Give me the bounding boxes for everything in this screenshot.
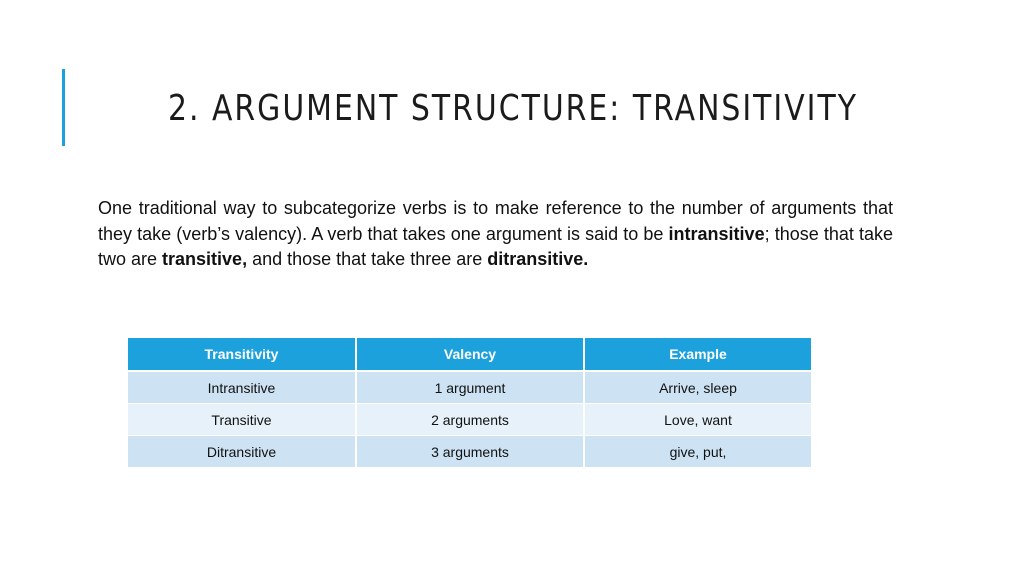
title-accent-bar (62, 69, 65, 146)
cell-valency: 1 argument (356, 371, 584, 404)
cell-example: give, put, (584, 436, 811, 468)
cell-valency: 2 arguments (356, 404, 584, 436)
table-row (128, 371, 811, 404)
transitivity-table (128, 338, 811, 468)
slide-title-text: 2. ARGUMENT STRUCTURE: TRANSITIVITY (168, 88, 858, 129)
term-transitive: transitive, (162, 249, 248, 269)
table-row (128, 436, 811, 468)
paragraph-text-1: One traditional way to subcategorize verbs is to make reference to the number of arguments that they take (verb’s valency). A verb that takes one argument is said to be (98, 198, 893, 244)
slide-title (168, 84, 858, 134)
header-example: Example (584, 338, 811, 371)
table-row (128, 404, 811, 436)
paragraph-text-3: and those that take three are (247, 249, 488, 269)
cell-example: Love, want (584, 404, 811, 436)
header-transitivity: Transitivity (128, 338, 356, 371)
cell-transitivity: Intransitive (128, 371, 356, 404)
table-header-row (128, 338, 811, 371)
term-intransitive: intransitive (668, 223, 765, 244)
cell-transitivity: Transitive (128, 404, 356, 436)
cell-valency: 3 arguments (356, 436, 584, 468)
term-ditransitive: ditransitive. (487, 249, 589, 269)
cell-example: Arrive, sleep (584, 371, 811, 404)
paragraph-text-2: ; those that take two are (98, 223, 893, 269)
cell-transitivity: Ditransitive (128, 436, 356, 468)
body-paragraph (98, 196, 893, 273)
header-valency: Valency (356, 338, 584, 371)
